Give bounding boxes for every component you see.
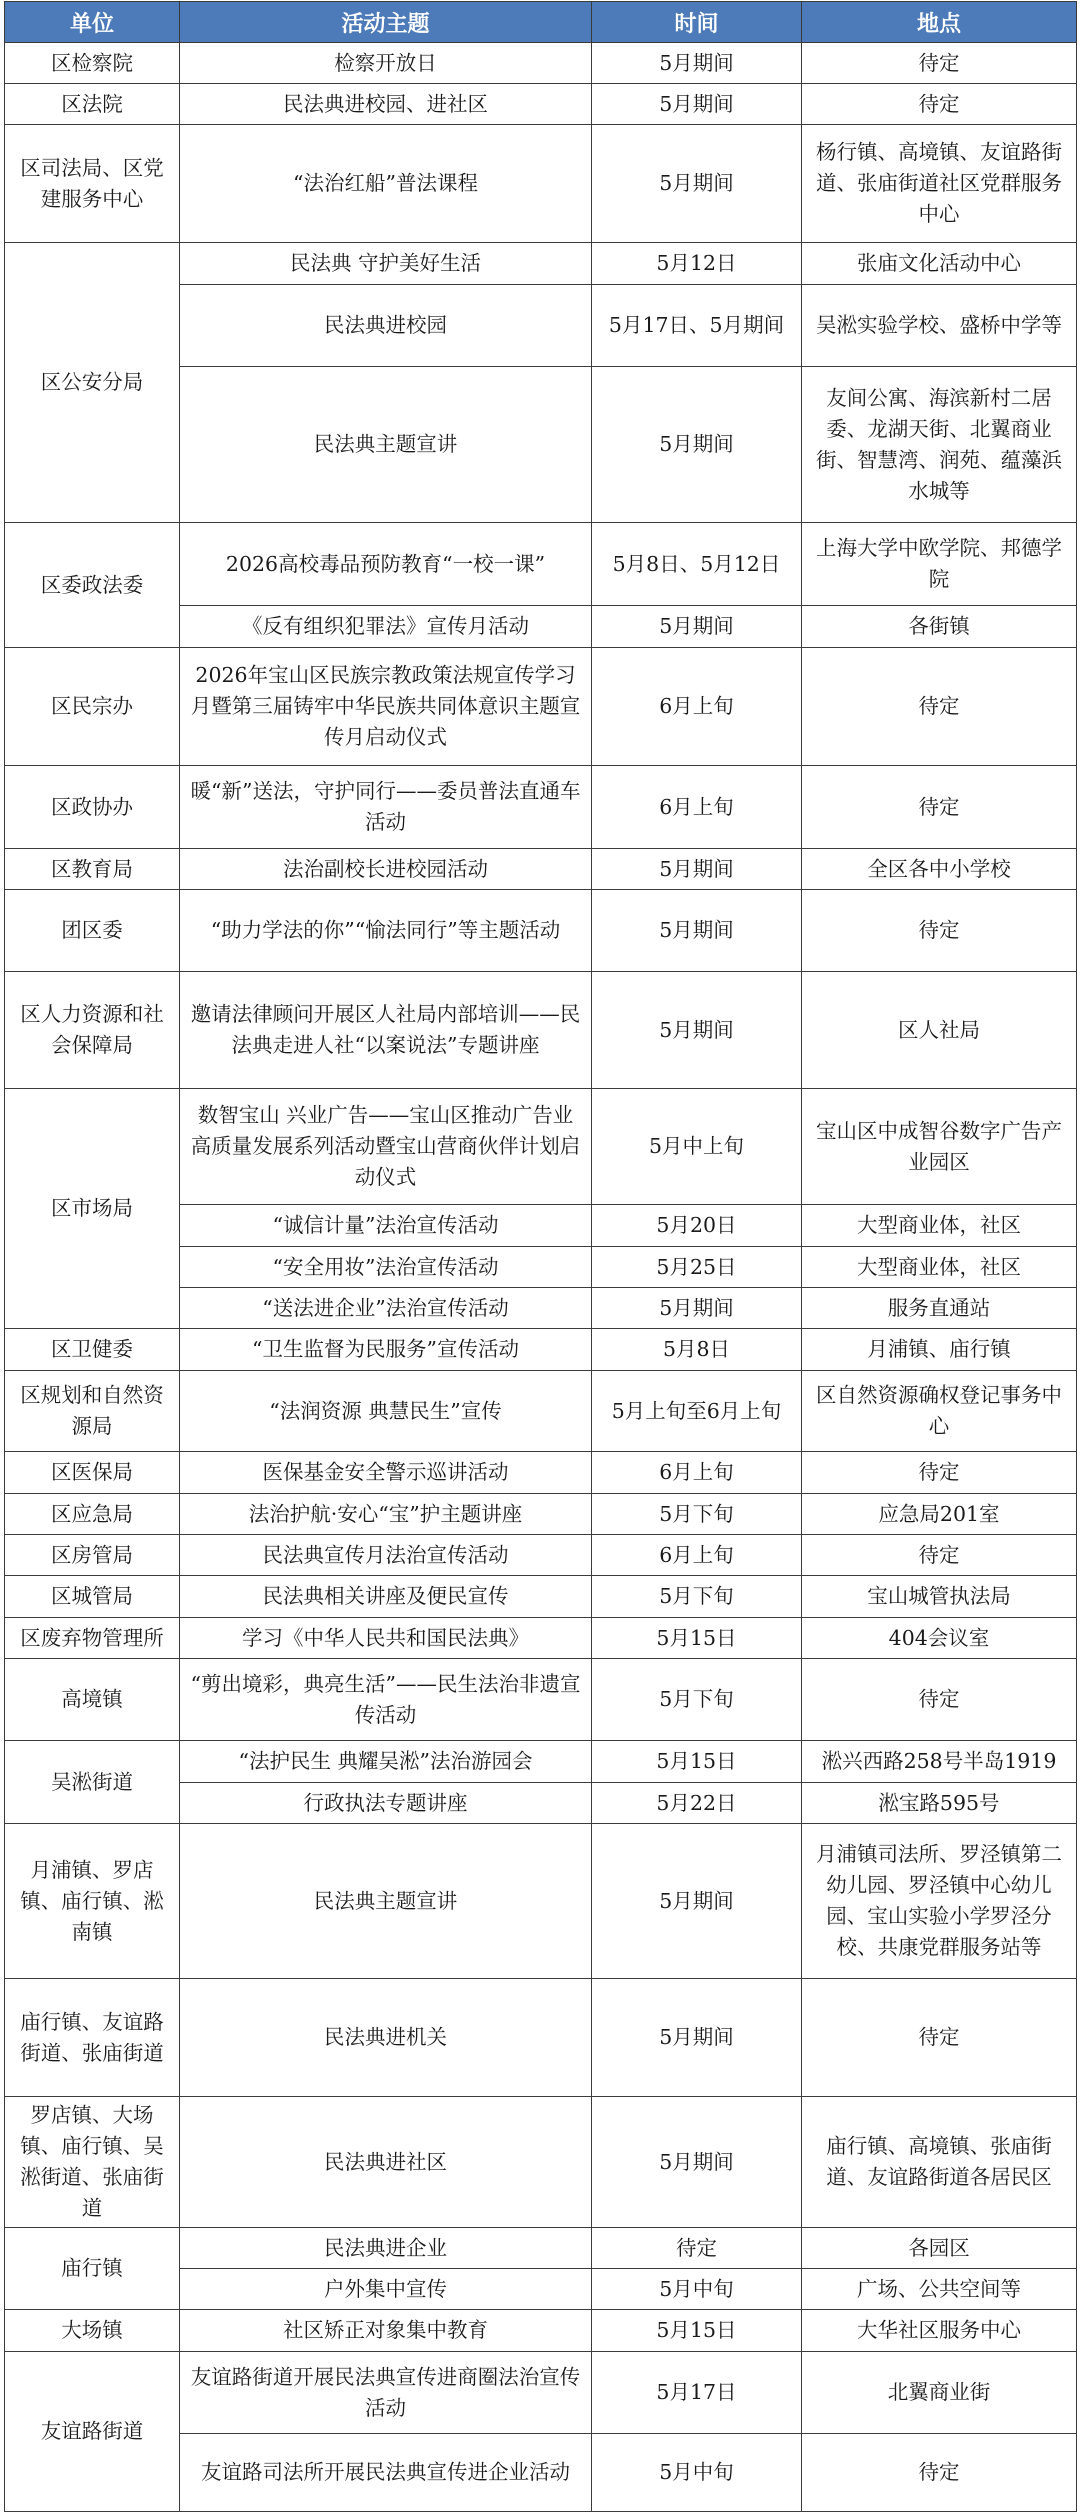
topic-cell: 邀请法律顾问开展区人社局内部培训——民法典走进人社“以案说法”专题讲座 — [180, 972, 592, 1089]
header-location: 地点 — [802, 2, 1077, 43]
topic-cell: 医保基金安全警示巡讲活动 — [180, 1452, 592, 1494]
table-row — [5, 1371, 1077, 1452]
topic-cell: 学习《中华人民共和国民法典》 — [180, 1618, 592, 1659]
topic-cell: 检察开放日 — [180, 43, 592, 84]
topic-cell: 行政执法专题讲座 — [180, 1783, 592, 1824]
table-row — [5, 1576, 1077, 1618]
location-cell: 区人社局 — [802, 972, 1077, 1089]
unit-cell: 区教育局 — [5, 849, 180, 890]
time-cell: 5月期间 — [592, 367, 802, 523]
table-row — [5, 2310, 1077, 2352]
table-row — [5, 972, 1077, 1089]
table-row — [5, 243, 1077, 285]
unit-cell: 区人力资源和社会保障局 — [5, 972, 180, 1089]
topic-cell: “法治红船”普法课程 — [180, 125, 592, 243]
table-row — [5, 1329, 1077, 1371]
unit-cell: 吴淞街道 — [5, 1741, 180, 1824]
topic-cell: 民法典主题宣讲 — [180, 367, 592, 523]
topic-cell: 友谊路司法所开展民法典宣传进企业活动 — [180, 2434, 592, 2512]
location-cell: 待定 — [802, 43, 1077, 84]
time-cell: 5月17日、5月期间 — [592, 285, 802, 367]
table-row — [5, 1535, 1077, 1576]
topic-cell: “法护民生 典耀吴淞”法治游园会 — [180, 1741, 592, 1783]
unit-cell: 庙行镇、友谊路街道、张庙街道 — [5, 1979, 180, 2097]
topic-cell: 民法典进校园、进社区 — [180, 84, 592, 125]
location-cell: 大华社区服务中心 — [802, 2310, 1077, 2352]
topic-cell: 民法典 守护美好生活 — [180, 243, 592, 285]
time-cell: 5月8日、5月12日 — [592, 523, 802, 606]
unit-cell: 区委政法委 — [5, 523, 180, 648]
location-cell: 张庙文化活动中心 — [802, 243, 1077, 285]
location-cell: 区自然资源确权登记事务中心 — [802, 1371, 1077, 1452]
unit-cell: 区废弃物管理所 — [5, 1618, 180, 1659]
time-cell: 6月上旬 — [592, 648, 802, 766]
time-cell: 待定 — [592, 2228, 802, 2269]
time-cell: 5月17日 — [592, 2352, 802, 2434]
time-cell: 5月期间 — [592, 43, 802, 84]
topic-cell: 民法典宣传月法治宣传活动 — [180, 1535, 592, 1576]
unit-cell: 区卫健委 — [5, 1329, 180, 1371]
time-cell: 5月期间 — [592, 606, 802, 648]
location-cell: 友间公寓、海滨新村二居委、龙湖天街、北翼商业街、智慧湾、润苑、蕴藻浜水城等 — [802, 367, 1077, 523]
table-row — [5, 1824, 1077, 1979]
time-cell: 5月中旬 — [592, 2434, 802, 2512]
location-cell: 杨行镇、高境镇、友谊路街道、张庙街道社区党群服务中心 — [802, 125, 1077, 243]
location-cell: 待定 — [802, 1535, 1077, 1576]
time-cell: 5月下旬 — [592, 1659, 802, 1741]
table-row — [5, 125, 1077, 243]
unit-cell: 区民宗办 — [5, 648, 180, 766]
topic-cell: 户外集中宣传 — [180, 2269, 592, 2310]
time-cell: 6月上旬 — [592, 1535, 802, 1576]
topic-cell: 《反有组织犯罪法》宣传月活动 — [180, 606, 592, 648]
location-cell: 待定 — [802, 1979, 1077, 2097]
topic-cell: 民法典进校园 — [180, 285, 592, 367]
unit-cell: 友谊路街道 — [5, 2352, 180, 2512]
location-cell: 应急局201室 — [802, 1494, 1077, 1535]
time-cell: 5月中上旬 — [592, 1089, 802, 1205]
header-unit: 单位 — [5, 2, 180, 43]
topic-cell: 数智宝山 兴业广告——宝山区推动广告业高质量发展系列活动暨宝山营商伙伴计划启动仪式 — [180, 1089, 592, 1205]
unit-cell: 区城管局 — [5, 1576, 180, 1618]
topic-cell: “法润资源 典慧民生”宣传 — [180, 1371, 592, 1452]
table-body — [5, 43, 1077, 2512]
time-cell: 6月上旬 — [592, 1452, 802, 1494]
time-cell: 5月8日 — [592, 1329, 802, 1371]
table-row — [5, 1979, 1077, 2097]
time-cell: 6月上旬 — [592, 766, 802, 849]
unit-cell: 庙行镇 — [5, 2228, 180, 2310]
location-cell: 待定 — [802, 890, 1077, 972]
location-cell: 月浦镇、庙行镇 — [802, 1329, 1077, 1371]
location-cell: 待定 — [802, 766, 1077, 849]
topic-cell: “安全用妆”法治宣传活动 — [180, 1247, 592, 1288]
table-row — [5, 523, 1077, 606]
topic-cell: 2026年宝山区民族宗教政策法规宣传学习月暨第三届铸牢中华民族共同体意识主题宣传月启动仪式 — [180, 648, 592, 766]
table-row — [5, 2352, 1077, 2434]
unit-cell: 区法院 — [5, 84, 180, 125]
table-row — [5, 1741, 1077, 1783]
location-cell: 吴淞实验学校、盛桥中学等 — [802, 285, 1077, 367]
topic-cell: 社区矫正对象集中教育 — [180, 2310, 592, 2352]
unit-cell: 高境镇 — [5, 1659, 180, 1741]
time-cell: 5月期间 — [592, 125, 802, 243]
topic-cell: 2026高校毒品预防教育“一校一课” — [180, 523, 592, 606]
topic-cell: 民法典进社区 — [180, 2097, 592, 2228]
location-cell: 各园区 — [802, 2228, 1077, 2269]
location-cell: 待定 — [802, 2434, 1077, 2512]
table-header — [5, 2, 1077, 43]
time-cell: 5月15日 — [592, 2310, 802, 2352]
location-cell: 北翼商业街 — [802, 2352, 1077, 2434]
unit-cell: 区规划和自然资源局 — [5, 1371, 180, 1452]
unit-cell: 区政协办 — [5, 766, 180, 849]
location-cell: 庙行镇、高境镇、张庙街道、友谊路街道各居民区 — [802, 2097, 1077, 2228]
topic-cell: 暖“新”送法，守护同行——委员普法直通车活动 — [180, 766, 592, 849]
location-cell: 各街镇 — [802, 606, 1077, 648]
table-row — [5, 648, 1077, 766]
unit-cell: 区医保局 — [5, 1452, 180, 1494]
location-cell: 服务直通站 — [802, 1288, 1077, 1329]
time-cell: 5月上旬至6月上旬 — [592, 1371, 802, 1452]
unit-cell: 罗店镇、大场镇、庙行镇、吴淞街道、张庙街道 — [5, 2097, 180, 2228]
topic-cell: 法治副校长进校园活动 — [180, 849, 592, 890]
time-cell: 5月期间 — [592, 1288, 802, 1329]
location-cell: 待定 — [802, 648, 1077, 766]
unit-cell: 区房管局 — [5, 1535, 180, 1576]
table-row — [5, 1452, 1077, 1494]
location-cell: 大型商业体，社区 — [802, 1205, 1077, 1247]
unit-cell: 大场镇 — [5, 2310, 180, 2352]
unit-cell: 区市场局 — [5, 1089, 180, 1329]
topic-cell: “卫生监督为民服务”宣传活动 — [180, 1329, 592, 1371]
location-cell: 宝山城管执法局 — [802, 1576, 1077, 1618]
time-cell: 5月中旬 — [592, 2269, 802, 2310]
location-cell: 上海大学中欧学院、邦德学院 — [802, 523, 1077, 606]
unit-cell: 月浦镇、罗店镇、庙行镇、淞南镇 — [5, 1824, 180, 1979]
location-cell: 404会议室 — [802, 1618, 1077, 1659]
table-row — [5, 1659, 1077, 1741]
topic-cell: “剪出境彩，典亮生活”——民生法治非遗宣传活动 — [180, 1659, 592, 1741]
time-cell: 5月15日 — [592, 1618, 802, 1659]
table-row — [5, 2097, 1077, 2228]
time-cell: 5月期间 — [592, 1824, 802, 1979]
time-cell: 5月22日 — [592, 1783, 802, 1824]
table-row — [5, 43, 1077, 84]
unit-cell: 区司法局、区党建服务中心 — [5, 125, 180, 243]
time-cell: 5月期间 — [592, 2097, 802, 2228]
time-cell: 5月期间 — [592, 972, 802, 1089]
unit-cell: 区应急局 — [5, 1494, 180, 1535]
time-cell: 5月下旬 — [592, 1576, 802, 1618]
table-row — [5, 1089, 1077, 1205]
topic-cell: 民法典进机关 — [180, 1979, 592, 2097]
time-cell: 5月期间 — [592, 890, 802, 972]
unit-cell: 团区委 — [5, 890, 180, 972]
table-row — [5, 2228, 1077, 2269]
table-row — [5, 1494, 1077, 1535]
topic-cell: 友谊路街道开展民法典宣传进商圈法治宣传活动 — [180, 2352, 592, 2434]
topic-cell: 民法典进企业 — [180, 2228, 592, 2269]
table-row — [5, 890, 1077, 972]
time-cell: 5月15日 — [592, 1741, 802, 1783]
location-cell: 淞宝路595号 — [802, 1783, 1077, 1824]
time-cell: 5月期间 — [592, 849, 802, 890]
time-cell: 5月期间 — [592, 1979, 802, 2097]
location-cell: 待定 — [802, 1452, 1077, 1494]
location-cell: 月浦镇司法所、罗泾镇第二幼儿园、罗泾镇中心幼儿园、宝山实验小学罗泾分校、共康党群服务站等 — [802, 1824, 1077, 1979]
topic-cell: 民法典主题宣讲 — [180, 1824, 592, 1979]
location-cell: 宝山区中成智谷数字广告产业园区 — [802, 1089, 1077, 1205]
topic-cell: “助力学法的你”“愉法同行”等主题活动 — [180, 890, 592, 972]
table-row — [5, 766, 1077, 849]
location-cell: 广场、公共空间等 — [802, 2269, 1077, 2310]
table-row — [5, 1618, 1077, 1659]
table-row — [5, 849, 1077, 890]
unit-cell: 区检察院 — [5, 43, 180, 84]
header-time: 时间 — [592, 2, 802, 43]
header-row — [5, 2, 1077, 43]
header-topic: 活动主题 — [180, 2, 592, 43]
topic-cell: 民法典相关讲座及便民宣传 — [180, 1576, 592, 1618]
time-cell: 5月12日 — [592, 243, 802, 285]
location-cell: 待定 — [802, 1659, 1077, 1741]
time-cell: 5月20日 — [592, 1205, 802, 1247]
topic-cell: “诚信计量”法治宣传活动 — [180, 1205, 592, 1247]
location-cell: 全区各中小学校 — [802, 849, 1077, 890]
activity-schedule-table — [4, 1, 1077, 2512]
location-cell: 淞兴西路258号半岛1919 — [802, 1741, 1077, 1783]
topic-cell: 法治护航·安心“宝”护主题讲座 — [180, 1494, 592, 1535]
location-cell: 待定 — [802, 84, 1077, 125]
location-cell: 大型商业体，社区 — [802, 1247, 1077, 1288]
topic-cell: “送法进企业”法治宣传活动 — [180, 1288, 592, 1329]
table-row — [5, 84, 1077, 125]
time-cell: 5月下旬 — [592, 1494, 802, 1535]
time-cell: 5月25日 — [592, 1247, 802, 1288]
time-cell: 5月期间 — [592, 84, 802, 125]
unit-cell: 区公安分局 — [5, 243, 180, 523]
